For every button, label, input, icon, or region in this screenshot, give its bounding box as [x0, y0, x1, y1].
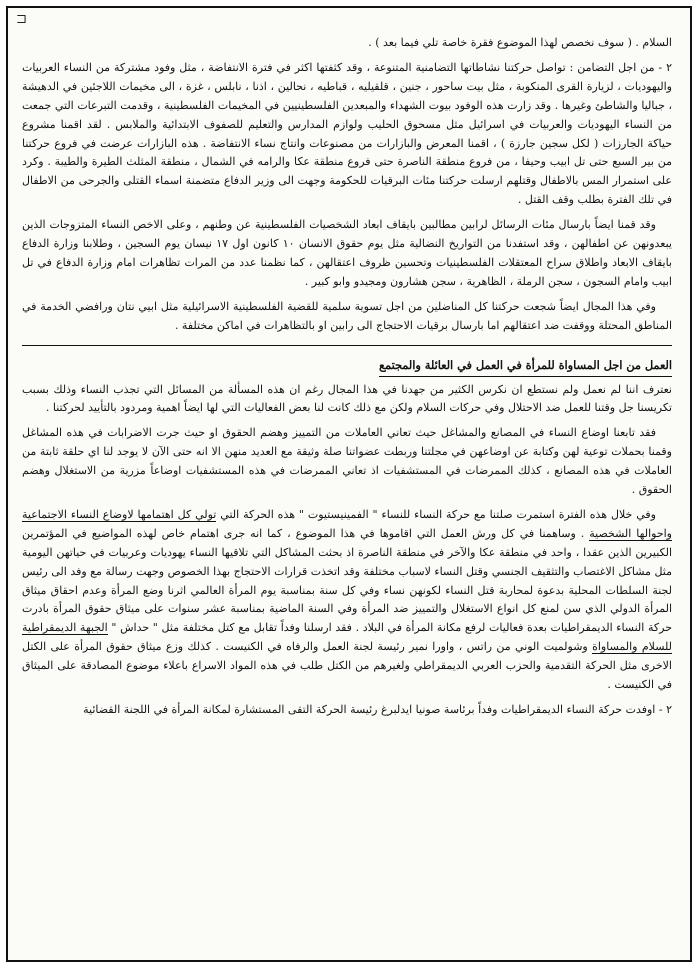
paragraph-delegation: ٢ - اوفدت حركة النساء الديمقراطيات وفداً برئاسة صونيا ايدلبرغ رئيسة الحركة التقى المستشارة لمكانة المرأة في اللجنة القضائية [83, 703, 672, 716]
period-text-b: . وساهمنا في كل ورش العمل التي اقاموها في هذا الموضوع ، كما انه جرى اهتمام خاص لهذه المواضيع في المؤتمرين الكبيرين الذين عقدا ، واحد في منطقة عكا والآخر في منطقة الناصرة اذ بحثت المشاكل التي تلاقيها النساء يهوديات وعربيات في حياتهن اليومية مثل مشاكل الاغتصاب والتثقيف الجنسي وقتل النساء لاسباب مختلفة وقد اتخذت قرارات الاحتجاج بهذا الخصوص وجهت رسالة مع وفد الى رئيس لجنة السلطات المحلية بدعوة لمحاربة قتل النساء لكونهن نساء وفي كل سنة بمناسبة يوم المرأة العالمي اثرنا وضع المرأة وعدم احقاق ميثاق المرأة الدولي الذي سن لمنع كل انواع الاستغلال والتمييز ضد المرأة وفي السنة الماضية بمناسبة عشر سنوات على ميثاق حقوق المرأة بادرت حركة النساء الديمقراطيات بعدة فعاليات لرفع مكانة المرأة في البلاد . فقد ارسلنا وفداً تقابل مع كتل مختلفة مثل " حداش " [22, 526, 672, 635]
period-text-c: وشولميت الوني من راتس ، واورا نمير رئيسة لجنة العمل والرفاه في الكنيست . كذلك وزع ميثاق حقوق المرأة على الكتل الاخرى مثل الحركة التقدمية والحزب العربي الديمقراطي ولغيرهم من الكتل طلب في هذه المواد الاسراع باعلاء موضوع المصادقة على الميثاق في الكنيست . [22, 640, 672, 692]
paragraph-letters: وقد قمنا ايضاً بارسال مئات الرسائل لرابين مطالبين بايقاف ابعاد الشخصيات الفلسطينية عن وطنهم ، وعلى الاخص النساء المتزوجات الذين يبعدونهن عن اطفالهن ، وقد استفدنا من التواريخ النضالية مثل يوم حقوق الانسان ١٠ كانون اول ١٧ نيسان يوم السجين ، وطلابنا وزارة الدفاع بايقاف الابعاد واطلاق سراح المعتقلات الفلسطينيات وتحسين ظروف اعتقالهن ، كما نظمنا عدد من المرات تظاهرات امام وزارة الدفاع في تل ابيب وامام السجون ، سجن الرملة ، الظاهرية ، سجن هشارون ومجيدو وابو كبير . [22, 218, 672, 288]
section-heading: العمل من اجل المساواة للمرأة في العمل في العائلة والمجتمع [379, 356, 672, 377]
paragraph-conditions: فقد تابعنا اوضاع النساء في المصانع والمشاغل حيث تعاني العاملات من التمييز وهضم الحقوق او حيث جرت الاضرابات في هذه المشاغل وقمنا بحملات توعية لهن وكتابة عن اوضاعهن في مجلتنا وربطت عضواتنا صلة وثيقة مع العديد منهن الا انه حتى الآن لا يوجد لنا اي حلقة ثابتة من العاملات في هذه المصانع ، كذلك الممرضات في المستشفيات اذ تعاني الممرضات في هذه المستشفيات اوضاعاً مزرية من الاستغلال وهضم الحقوق . [22, 426, 672, 497]
document-body [22, 34, 672, 726]
corner-mark: ⊏ [16, 12, 28, 27]
section-divider [22, 345, 672, 346]
period-underlined-2: الجبهة الديمقراطية للسلام والمساواة [22, 621, 672, 654]
paragraph-period [22, 506, 672, 695]
intro-line: السلام . ( سوف نخصص لهذا الموضوع فقرة خاصة تلي فيما بعد ) . [368, 36, 672, 49]
paragraph-field: وفي هذا المجال ايضاً شجعت حركتنا كل المناضلين من اجل تسوية سلمية للقضية الفلسطينية الاسرائيلية مثل ابيي نتان ورافضي الخدمة في المناطق المحتلة ووقفت ضد اعتقالهم اما بارسال برقيات الاحتجاج الى رابين او بالتظاهرات في اماكن مختلفة . [22, 299, 672, 332]
paragraph-solidarity: ٢ - من اجل التضامن : تواصل حركتنا نشاطاتها التضامنية المتنوعة ، وقد كثفتها اكثر في فترة الانتفاضة ، مثل وفود مشتركة من النساء العربيات واليهوديات ، لزيارة القرى المنكوبة ، مثل بيت ساحور ، جنين ، قلقيليه ، قباطيه ، نحالين ، اذنا ، نابلس ، غزة ، الى مخيمات اللاجئين في الدهيشة ، جباليا والشاطئ وغيرها . وقد زارت هذه الوفود بيوت الشهداء والمبعدين الفلسطينيين في المخيمات الفلسطينية ، وقدمت التبرعات التي جمعت من النساء اليهوديات والعربيات في اسرائيل مثل مسحوق الحليب ولوازم المدارس والتعليم للصفوف الابتدائية والملابس . لقد اقمنا مشروع حياكة الجارزات ( لكل سجين جارزة ) ، اقمنا المعرض والبازارات من مصنوعات وانتاج نساء الانتفاضة . هذه البازارات عرضت في فروع حركتنا من بير السبع حتى تل ابيب وحيفا ، من فروع منطقة الناصرة حتى فروع منطقة عكا والرامه في الشمال ، منطقة المثلث الطيرة والطيبة . وكرد على استمرار المس بالاطفال وقتلهم ارسلت حركتنا مئات البرقيات للحكومة وجهت الى وزير الدفاع متضمنة اسماء القتلى والجرحى من الاطفال في تلك الفترة بطلب وقف القتل . [22, 60, 672, 207]
period-text-a: وفي خلال هذه الفترة استمرت صلتنا مع حركة النساء للنساء " الفمينيستيوت " هذه الحركة التي [220, 507, 656, 521]
paragraph-admit: نعترف اننا لم نعمل ولم نستطع ان نكرس الكثير من جهدنا في هذا المجال رغم ان هذه المسألة من المسائل التي تجذب النساء وذلك بسبب تكريسنا جل وقتنا للعمل ضد الاحتلال وفي حركات السلام ولكن مع ذلك كانت لنا بعض الفعاليات التي لها ايضاً اهمية ومردود بالتأييد لحركتنا . [22, 382, 672, 415]
period-underlined-1: تولي كل اهتمامها لاوضاع النساء الاجتماعية واحوالها الشخصية [22, 507, 672, 540]
